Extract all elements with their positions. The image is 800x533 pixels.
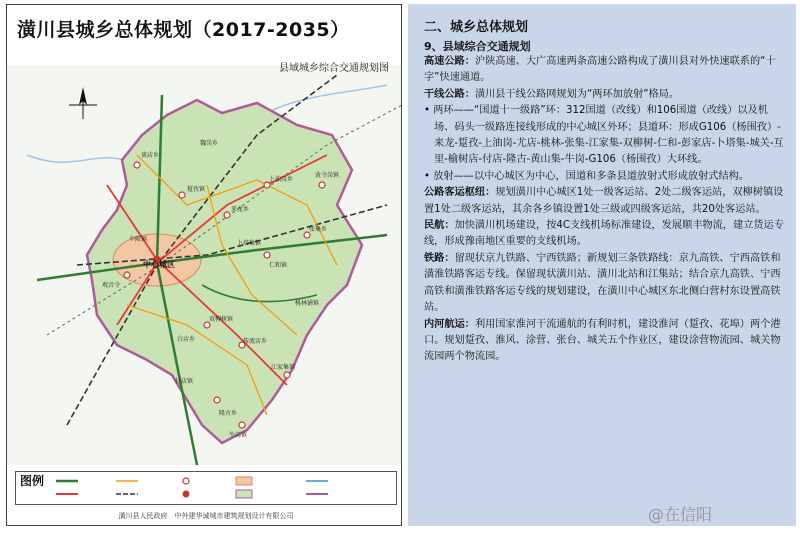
legend-county-swatch <box>236 490 252 498</box>
town-label: 卜塔集镇 <box>237 240 262 247</box>
plan-text <box>424 54 784 366</box>
town-label: 观音寺 <box>102 282 121 289</box>
legend-urban-swatch <box>236 477 252 485</box>
legend-symbols <box>16 472 398 506</box>
paragraph-expressway: 高速公路：沪陕高速、大广高速两条高速公路构成了潢川县对外快速联系的“十字”快速通道。 <box>424 56 776 84</box>
town-label: 伞陂镇 <box>129 236 148 243</box>
town-label: 江家集镇 <box>271 364 296 371</box>
section-title: 二、城乡总体规划 <box>424 20 529 35</box>
town-label: 仁和镇 <box>269 262 288 269</box>
town-label: 黄寺岗镇 <box>315 172 340 179</box>
town-label: 魏岗乡 <box>200 140 219 147</box>
town-label: 桃林铺镇 <box>295 300 320 307</box>
paragraph-radial: • 放射——以中心城区为中心，国道和多条县道放射式形成放射式结构。 <box>424 170 750 182</box>
map-footer: 潢川县人民政府 中外建华诚城市建筑规划设计有限公司 <box>118 512 294 520</box>
legend-label: 图例 <box>20 474 45 488</box>
map-title: 潢川县城乡总体规划（2017-2035） <box>17 19 350 41</box>
town-label: 牛岗镇 <box>229 432 248 439</box>
town-label: 付店镇 <box>175 378 194 385</box>
town-label: 隆古乡 <box>219 410 238 417</box>
town-label: 传流店乡 <box>243 338 268 345</box>
legend-town-swatch <box>183 478 189 484</box>
legend <box>15 471 397 505</box>
map-panel <box>6 4 402 526</box>
paragraph-railway: 铁路：留现状京九铁路、宁西铁路；新规划三条铁路线：京九高铁、宁西高铁和潢淮铁路客运专线。保留现状潢川站、潢川北站和江集站；结合京九高铁、宁西高铁和潢淮铁路客运专线的规划建设，在潢川中心城区东北侧白营村东设置高铁站。 <box>424 252 781 314</box>
town-label: 白店乡 <box>177 336 196 343</box>
town-label: 双柳树镇 <box>209 316 234 323</box>
map-subtitle: 县域城乡综合交通规划图 <box>279 63 389 74</box>
town-label: 张集乡 <box>309 226 328 233</box>
paragraph-aviation: 民航：加快潢川机场建设，按4C支线机场标准建设，发展顺丰物流，建立货运专线，形成豫南地区重要的支线机场。 <box>424 220 784 248</box>
county-map <box>7 5 402 526</box>
paragraph-two-rings: • 两环——“国道十一级路”环：312国道（改线）和106国道（改线）以及机场、码头一级路连接线形成的中心城区外环；县道环：形成G106（杨围孜）-来龙-踅孜-上油岗-尤店-桃林-张集-江家集-双柳树-仁和-彭家店-卜塔集-城关-互里-榆树店-付店-隆古-黄山集-牛岗-G106（杨围孜）大环线。 <box>424 105 784 166</box>
town-label: 上油岗乡 <box>269 176 294 183</box>
town-label: 踅孜镇 <box>187 186 206 193</box>
town-label: 谈店乡 <box>141 152 160 159</box>
text-panel <box>408 4 796 526</box>
subsection-title: 9、县域综合交通规划 <box>424 40 531 53</box>
paragraph-passenger-hub: 公路客运枢纽：规划潢川中心城区1处一级客运站、2处二级客运站，双柳树镇设置1处二级客运站，其余各乡镇设置1处三级或四级客运站，共20处客运站。 <box>424 187 784 215</box>
paragraph-waterway: 内河航运：利用国家淮河干流通航的有利时机，建设淮河（踅孜、花埠）两个港口。规划踅孜、淮风、涂营、张台、城关五个作业区，建设涂营物流园、城关物流园两个物流园。 <box>424 318 781 363</box>
paragraph-trunk-road: 干线公路：潢川县干线公路网规划为“两环加放射”格局。 <box>424 88 680 100</box>
city-label: 中心城区 <box>143 260 175 269</box>
legend-city-swatch <box>183 491 190 498</box>
watermark: @在信阳 <box>648 505 713 524</box>
town-label: 来龙乡 <box>231 206 250 213</box>
